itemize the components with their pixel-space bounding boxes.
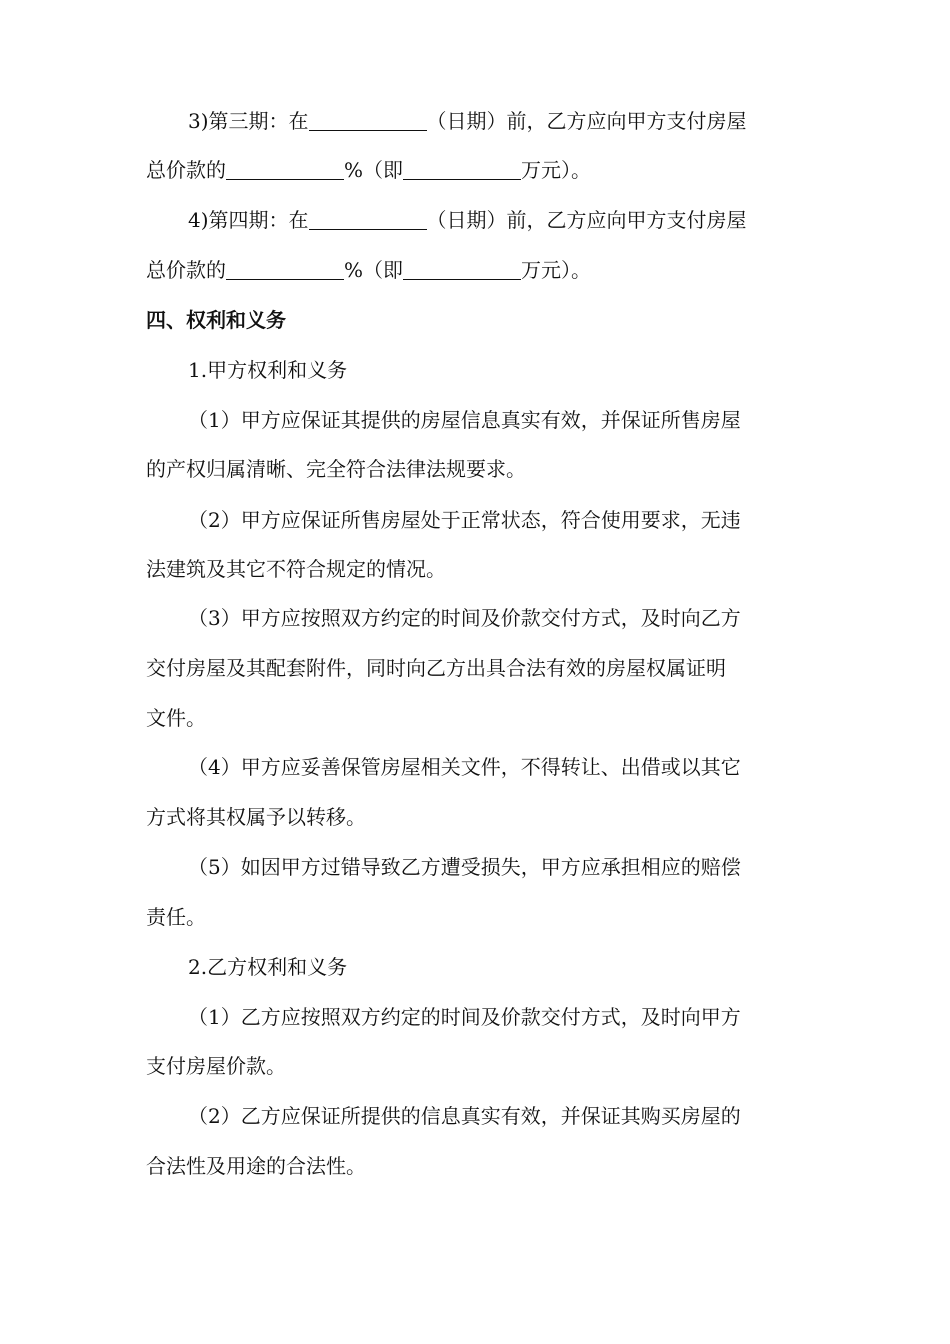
payment-3-line-1 (188, 106, 848, 136)
percent-blank (226, 159, 344, 180)
party-b-item-1-line-1: （1）乙方应按照双方约定的时间及价款交付方式，及时向甲方 (188, 1005, 741, 1029)
payment-4-text: （日期）前，乙方应向甲方支付房屋 (426, 208, 747, 232)
section-title: 四、权利和义务 (146, 308, 286, 332)
date-blank (309, 110, 427, 131)
party-a-item-2-line-2: 法建筑及其它不符合规定的情况。 (146, 557, 446, 581)
payment-3-total-label: 总价款的 (146, 158, 226, 182)
party-b-item-2-line-1: （2）乙方应保证所提供的信息真实有效，并保证其购买房屋的 (188, 1104, 741, 1128)
party-a-heading: 1.甲方权利和义务 (188, 358, 348, 382)
payment-3-text: （日期）前，乙方应向甲方支付房屋 (426, 109, 747, 133)
party-a-item-2-line-1: （2）甲方应保证所售房屋处于正常状态，符合使用要求，无违 (188, 508, 741, 532)
party-a-item-3-line-2: 交付房屋及其配套附件，同时向乙方出具合法有效的房屋权属证明 (146, 656, 726, 680)
percent-blank (226, 259, 344, 280)
party-a-item-1-line-2: 的产权归属清晰、完全符合法律法规要求。 (146, 457, 526, 481)
party-a-item-3-line-1: （3）甲方应按照双方约定的时间及价款交付方式，及时向乙方 (188, 606, 741, 630)
payment-3-line-2 (146, 155, 806, 185)
party-a-item-1-line-1: （1）甲方应保证其提供的房屋信息真实有效，并保证所售房屋 (188, 408, 741, 432)
party-b-item-2-line-2: 合法性及用途的合法性。 (146, 1154, 366, 1178)
party-b-item-1-line-2: 支付房屋价款。 (146, 1054, 286, 1078)
party-a-item-4-line-2: 方式将其权属予以转移。 (146, 805, 366, 829)
amount-blank (403, 259, 521, 280)
payment-4-label: 4)第四期：在 (188, 208, 309, 232)
party-a-item-5-line-1: （5）如因甲方过错导致乙方遭受损失，甲方应承担相应的赔偿 (188, 855, 741, 879)
payment-4-line-1 (188, 205, 848, 235)
payment-3-unit: 万元）。 (521, 158, 592, 182)
payment-4-line-2 (146, 255, 806, 285)
date-blank (309, 209, 427, 230)
party-b-heading: 2.乙方权利和义务 (188, 955, 348, 979)
party-a-item-4-line-1: （4）甲方应妥善保管房屋相关文件，不得转让、出借或以其它 (188, 755, 741, 779)
party-a-item-3-line-3: 文件。 (146, 706, 206, 730)
payment-3-percent-text: %（即 (344, 158, 404, 182)
party-a-item-5-line-2: 责任。 (146, 905, 206, 929)
payment-3-label: 3)第三期：在 (188, 109, 309, 133)
payment-4-unit: 万元）。 (521, 258, 592, 282)
amount-blank (403, 159, 521, 180)
payment-4-percent-text: %（即 (344, 258, 404, 282)
payment-4-total-label: 总价款的 (146, 258, 226, 282)
